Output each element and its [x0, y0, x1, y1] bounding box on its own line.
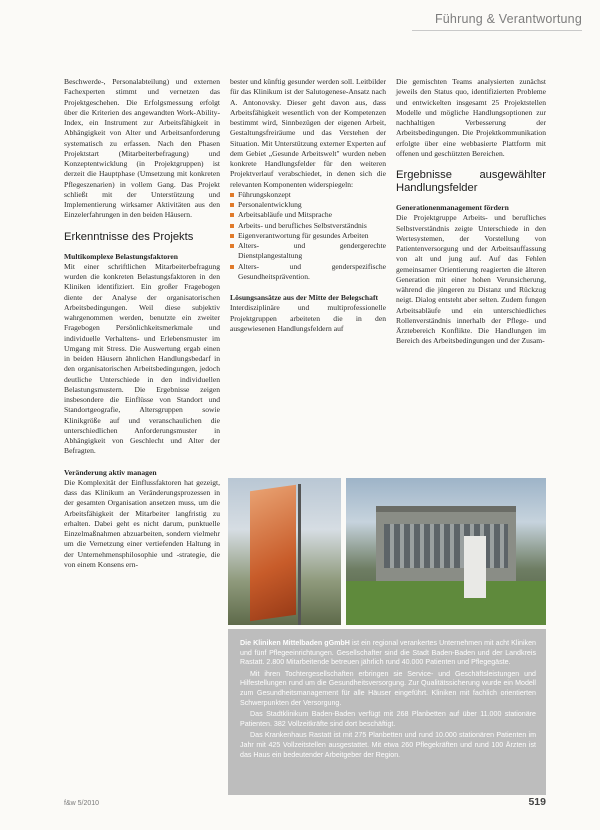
section-header: Führung & Verantwortung	[434, 12, 582, 26]
paragraph-change: Die Komplexität der Einflussfaktoren hat gezeigt, dass das Klinikum an Veränderungsprozessen in der gesamten Organisation ansetzen muss, um die Arbeitsfähigkeit der Mitarbeiter langfristig zu erhalten. Dabei geht es nicht darum, punktuelle Einzelmaßnahmen abzuarbeiten, sondern vielmehr um die Vernetzung einer vertiefenden Haltung in der Unternehmensphilosophie und -strategie, die von einem Konsens ern-	[64, 477, 220, 569]
paragraph-salutogenesis: bester und künftig gesunder werden soll. Leitbilder für das Klinikum ist der Salutogenese-Ansatz nach A. Antonovsky. Dieser geht davon aus, dass Arbeitsfähigkeit wesentlich von der Kompetenzen bestimmt wird, Sinnbezügen der eigenen Arbeit, Gestaltungsfreiräume und das Verstehen der Situation. Mit Unterstützung externer Experten auf dem Gebiet „Gesunde Arbeitswelt" wurden neben konkrete Handlungsfelder für den weiteren Projektverlauf verabschiedet, in denen sich die relevanten Komponenten widerspiegeln:	[230, 77, 386, 189]
column-3	[396, 77, 546, 347]
paragraph-stress-factors: Mit einer schriftlichen Mitarbeiterbefragung wurden die konkreten Belastungsfaktoren in den Kliniken identifiziert. Ein großer Fragebogen diente der Analyse der organisatorischen Arbeitsbedingungen. Weil diese subjektiv wahrgenommen werden, benutzte ein zweiter Fragebogen Persönlichkeitsmerkmale und individuelle Verhaltens- und Erlebensmuster im Umgang mit Stress. Die Auswertung ergab einen in beiden Häusern ähnlichen Handlungsbedarf in den organisatorischen Arbeitsbedingungen, jedoch deutliche Unterschiede in den individuellen Belastungsmustern. Die Ergebnisse zeigen insbesondere die Einflüsse von Standort und Standortgeografie, Altersgruppen sowie Klinikgröße auf und veranschaulichen die unterschiedlichen Anforderungsmuster in Abhängigkeit von Geschlecht und Alter der Befragten.	[64, 261, 220, 456]
header-rule	[412, 30, 582, 31]
subheading-change: Veränderung aktiv managen	[64, 467, 157, 477]
list-item: Alters- und gendergerechte Dienstplangestaltung	[230, 241, 386, 262]
paragraph-solutions: Interdisziplinäre und multiprofessionelle Projektgruppen arbeiteten die in den ausgewiesenen Handlungsfeldern auf	[230, 303, 386, 333]
paragraph-generations: Die Projektgruppe Arbeits- und berufliches Selbstverständnis zeigte Unterschiede in den Wertesystemen, der Vorstellung von Patientenversorgung und der Arbeitsauffassung von alt und jung auf. Auf das Fehlen gemeinsamer Orientierung reagierten die älteren Generation mit einer hohen Verunsicherung, während die jüngeren zu Distanz und Rückzug neigt. Dialog entsteht aber selten. Zudem fungen Arbeitsabläufe und ein unterschiedliches Rollenverständnis innerhalb der Pflege- und Ärztebereich Konflikte. Die Handlungen im Bereich des Arbeitsbedingungen und der Zusam-	[396, 213, 546, 346]
entrance-sign	[464, 536, 486, 598]
subheading-generations: Generationenmanagement fördern	[396, 203, 509, 212]
info-paragraph: Mit ihren Tochtergesellschaften erbringen sie Service- und Geschäftsleistungen und Hilfestellungen rund um die Gesundheitsversorgung. Zur Qualitätssicherung wurde ein Modell zum Gesundheitsmanagement für alle Häuser eingeführt. Kliniken mit fachlich orientierten Schwerpunkten der Versorgung.	[240, 669, 536, 707]
page-number: 519	[528, 796, 546, 808]
hospital-building	[376, 506, 516, 584]
section-heading-results: Ergebnisse ausgewählter Handlungsfelder	[396, 169, 546, 194]
lawn	[346, 581, 546, 625]
list-item: Eigenverantwortung für gesundes Arbeiten	[230, 231, 386, 241]
info-paragraph: Das Stadtklinikum Baden-Baden verfügt mit 268 Planbetten auf über 11.000 stationäre Patienten. 382 Vollzeitkräfte sind dort beschäftigt.	[240, 710, 536, 728]
paragraph-teams: Die gemischten Teams analysierten zunächst jeweils den Status quo, identifizierten Probleme und entwickelten insgesamt 25 Projektstellen Modelle und mögliche Handlungsoptionen zur nachhaltigen Verbesserung der Arbeitsbedingungen. Die Projektkommunikation erfolgte über eine webbasierte Plattform mit offenen und geschützten Bereichen.	[396, 77, 546, 158]
subheading-solutions: Lösungsansätze aus der Mitte der Belegschaft	[230, 293, 379, 302]
list-item: Personalentwicklung	[230, 200, 386, 210]
flag-pole	[298, 484, 301, 625]
list-item: Alters- und genderspezifische Gesundheitsprävention.	[230, 262, 386, 283]
list-item: Führungskonzept	[230, 190, 386, 200]
info-lead: Die Kliniken Mittelbaden gGmbH	[240, 639, 350, 647]
subheading-stress-factors: Multikomplexe Belastungsfaktoren	[64, 251, 178, 261]
intro-paragraph: Beschwerde-, Personalabteilung) und externen Fachexperten stimmt und vernetzen das Projektgeschehen. Die Erfolgsmessung erfolgt über die Kriterien des angewandten Work-Ability-Index, ein Instrument zur Arbeitsfähigkeit in Abhängigkeit von Alter und Arbeitsanforderung systematisch zu erfassen. Nach den Phasen Projektstart (Mitarbeiterbefragung) und Konzeptentwicklung (in Projektgruppen) ist derzeit die Hauptphase (Umsetzung mit konkreten Pflegeszenarien) in vollem Gang. Das Projekt schließt mit der Unterstützung und Implementierung wirksamer Aktivitäten aus den Einzelerfahrungen in den beiden Häusern.	[64, 77, 220, 220]
info-paragraph	[240, 639, 536, 668]
column-2	[230, 77, 386, 334]
info-text: ist ein regional verankertes Unternehmen mit acht Kliniken und fünf Pflegeeinrichtungen. Gesellschafter sind die Stadt Baden-Baden und der Landkreis Rastatt. 2.800 Mitarbeitende betreuen jährlich rund 40.000 Patienten und Pflegegäste.	[240, 639, 536, 667]
orange-banner	[250, 485, 296, 621]
info-paragraph: Das Krankenhaus Rastatt ist mit 275 Planbetten und rund 10.000 stationären Patienten im Jahr mit 425 Vollzeitstellen ausgestattet. Mit etwa 260 Pflegekräften und rund 100 Ärzten ist das Haus ein bedeutender Arbeitgeber der Region.	[240, 731, 536, 759]
photo-hospital-building	[346, 478, 546, 625]
list-item: Arbeits- und berufliches Selbstverständnis	[230, 221, 386, 231]
action-fields-list	[230, 190, 386, 282]
photo-banner-flag	[228, 478, 341, 625]
list-item: Arbeitsabläufe und Mitsprache	[230, 210, 386, 220]
issue-label: f&w 5/2010	[64, 800, 100, 807]
section-heading-findings: Erkenntnisse des Projekts	[64, 230, 194, 243]
info-box	[228, 629, 546, 795]
column-1	[64, 77, 220, 570]
